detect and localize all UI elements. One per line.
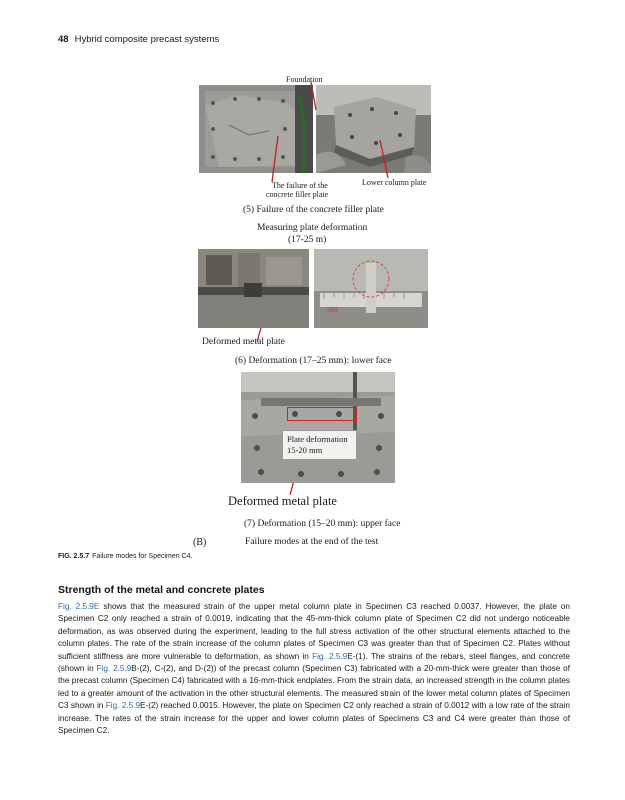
photo-lower-face (198, 249, 309, 328)
label-box-line2: 15-20 mm (287, 445, 323, 455)
figure-reference-link[interactable]: Fig. 2.5.9 (96, 664, 132, 674)
caption-panel5: (5) Failure of the concrete filler plate (243, 205, 384, 215)
figure-reference-link[interactable]: Fig. 2.5.9E (58, 602, 100, 611)
label-measuring-line1: Measuring plate deformation (257, 223, 368, 233)
label-measuring-line2: (17-25 m) (288, 235, 327, 245)
figure-number: FIG. 2.5.7 (58, 553, 90, 560)
deformation-note-box (282, 430, 357, 460)
label-ruler: 500 (327, 306, 338, 314)
paragraph-text: shows that the measured strain of the upper metal column plate in Specimen C3 reached 0.0037. However, the plate on Specimen C2 only reached a strain of 0.0019, indicating that the 45-mm-thick column plate of Specimen C2 did not undergo noticeable deformation, as was observed during the experiment, leading to the full stress activation of the other structural elements attached to the column plates. The rate of the strain increase of the column plates of Specimen C3 was greater than that of Specimen C2. Plates without sufficient stiffness are more vulnerable to deformation, as shown in (58, 602, 570, 661)
section-paragraph (58, 601, 570, 737)
label-box-line1: Plate deformation (287, 434, 348, 444)
caption-panel6: (6) Deformation (17–25 mm): lower face (235, 356, 392, 366)
section-title: Strength of the metal and concrete plates (58, 584, 265, 596)
part-label: (B) (193, 537, 207, 548)
page-number: 48 (58, 34, 69, 45)
label-failure-line2: concrete filler plate (266, 190, 329, 199)
figure-caption (58, 553, 193, 560)
running-title: Hybrid composite precast systems (74, 34, 220, 45)
paragraph-text: E-(2) reached 0.0015. However, the plate on Specimen C2 only reached a strain of 0.0012 with a low rate of the strain increase. The rates of the strain increase for the upper and lower column plates of Specimens C3 and C4 were greater than those of Specimen C2. (58, 701, 570, 736)
label-deformed-plate-6: Deformed metal plate (202, 337, 285, 347)
red-highlight-frame (287, 407, 357, 421)
label-lower-plate: Lower column plate (362, 178, 427, 187)
photo-upper-face (241, 372, 395, 483)
figure-title: Failure modes for Specimen C4. (92, 553, 193, 560)
paragraph-text: B-(2), C-(2), and D-(2)) of the precast column (Specimen C3) fabricated with a 20-mm-thick were greater than those of the precast column (Specimen C4) fabricated with a 16-mm-thick endplates. From the strain data, an increased strength in the column plates led to a greater amount of the activation in the other structural elements. The measured strain of the lower metal column plates of Specimen C3 shown in (58, 664, 570, 711)
figure-reference-link[interactable]: Fig. 2.5.9 (312, 651, 348, 661)
figure-reference-link[interactable]: Fig. 2.5.9 (105, 701, 141, 711)
label-foundation: Foundation (286, 75, 323, 84)
photo-ruler-measure (314, 249, 428, 328)
label-failure-line1: The failure of the (272, 181, 328, 190)
label-deformed-plate-7: Deformed metal plate (228, 494, 337, 508)
caption-panel7: (7) Deformation (15–20 mm): upper face (244, 519, 401, 529)
part-caption: Failure modes at the end of the test (245, 537, 379, 547)
paragraph-text: E-(1). The strains of the rebars, steel flanges, and concrete (shown in (58, 651, 570, 674)
